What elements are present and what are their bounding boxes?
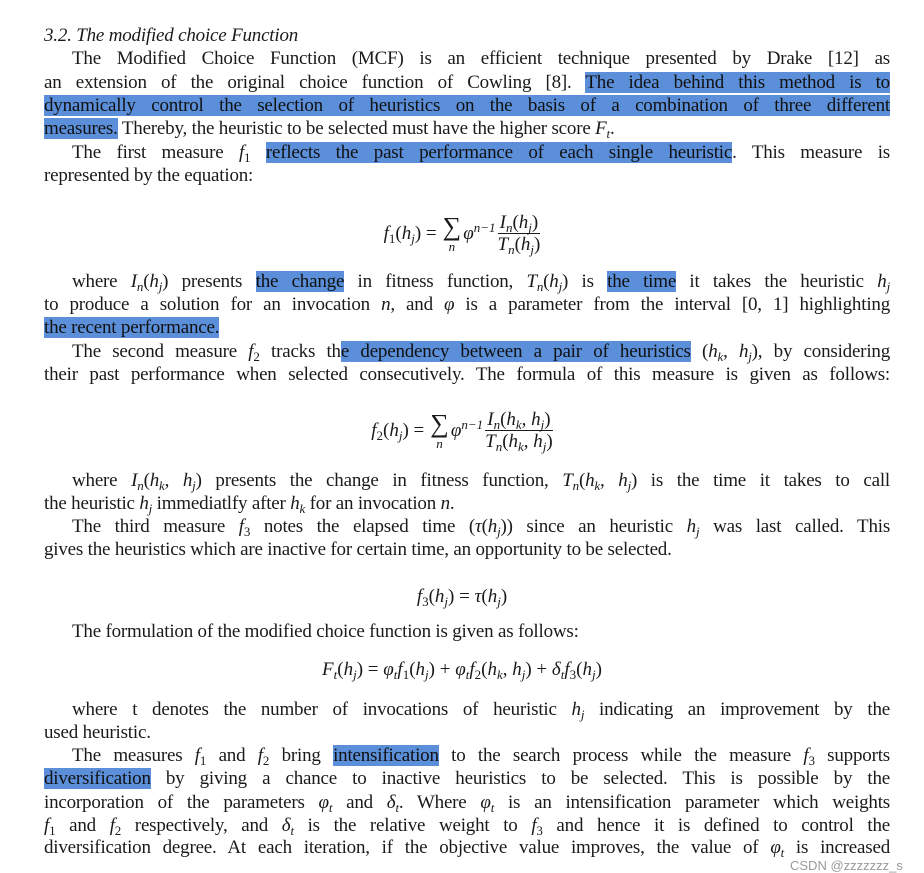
text-line <box>72 270 890 293</box>
math-symbol: n−1 <box>473 219 496 235</box>
math-symbol: h <box>343 659 354 680</box>
text-run: ) = <box>356 659 384 680</box>
text-line <box>72 698 890 721</box>
text-run: by giving a chance to inactive heuristics to be selected. This is possible by the <box>150 768 890 789</box>
text-run: , <box>521 409 532 430</box>
text-run: ), by considering <box>751 341 890 362</box>
text-line <box>44 94 890 117</box>
math-symbol: 1 <box>49 823 56 838</box>
text-run: is a parameter from the interval [0, 1] highlighting <box>454 294 890 315</box>
math-symbol: F <box>595 118 607 139</box>
text-run: tracks th <box>259 341 341 362</box>
text-run: The measures <box>72 745 195 766</box>
equation <box>0 212 924 255</box>
math-symbol: 1 <box>388 230 396 246</box>
highlighted-text[interactable]: measures. <box>44 118 118 139</box>
text-run: ( <box>337 659 344 680</box>
highlighted-text[interactable]: the change <box>255 271 345 292</box>
text-run: ) presents the change in fitness function, <box>195 470 563 491</box>
math-symbol: j <box>695 524 700 539</box>
text-run: ) <box>544 409 551 430</box>
text-run: indicating an improvement by the <box>584 699 890 720</box>
math-symbol: n <box>495 439 503 454</box>
math-symbol: h <box>149 470 160 491</box>
math-symbol: δ <box>281 815 291 836</box>
math-symbol: h <box>401 222 412 244</box>
text-run: , <box>502 659 513 680</box>
text-line <box>44 293 890 316</box>
text-run: ) + <box>525 659 552 680</box>
text-run: ) is <box>562 271 608 292</box>
highlighted-text[interactable]: e dependency between a pair of heuristics <box>340 341 691 362</box>
math-symbol: j <box>528 220 532 235</box>
math-symbol: n <box>572 478 579 493</box>
text-run: Thereby, the heuristic to be selected must have the higher score <box>117 118 596 139</box>
text-line <box>44 538 890 561</box>
text-line <box>44 814 890 837</box>
text-run: bring <box>269 745 334 766</box>
math-symbol: h <box>549 271 559 292</box>
summation-icon <box>442 211 462 254</box>
math-symbol: T <box>497 234 509 255</box>
math-symbol: f <box>248 341 254 362</box>
math-symbol: n <box>493 417 501 432</box>
math-symbol: j <box>158 279 163 294</box>
math-symbol: t <box>290 823 294 838</box>
sigma-icon: ∑ <box>430 408 449 438</box>
text-run: it takes the heuristic <box>676 271 878 292</box>
text-run: ) <box>546 431 553 452</box>
math-symbol: h <box>877 271 887 292</box>
math-symbol: n <box>440 493 450 514</box>
text-line <box>44 71 890 94</box>
math-symbol: n <box>137 478 144 493</box>
math-symbol: h <box>487 659 497 680</box>
math-symbol: τ <box>475 516 482 537</box>
text-run: ( <box>500 409 507 430</box>
math-symbol: 2 <box>262 753 270 768</box>
math-symbol: f <box>257 745 263 766</box>
math-symbol: 1 <box>199 753 207 768</box>
math-symbol: φ <box>383 659 394 680</box>
math-symbol: j <box>192 478 196 493</box>
math-symbol: f <box>194 745 200 766</box>
math-symbol: k <box>717 349 724 364</box>
text-line <box>44 316 890 339</box>
numerator <box>485 409 552 431</box>
text-run: ( <box>512 212 519 233</box>
equation-lhs <box>322 659 602 681</box>
math-symbol: h <box>139 493 149 514</box>
text-run: an extension of the original choice function of Cowling [8]. <box>44 72 586 93</box>
text-run: ( <box>514 234 521 255</box>
math-symbol: h <box>518 212 529 233</box>
math-symbol: h <box>506 409 516 430</box>
math-symbol: f <box>109 815 115 836</box>
math-symbol: h <box>708 341 718 362</box>
text-run: ( <box>576 659 583 680</box>
math-symbol: n−1 <box>461 416 484 432</box>
math-symbol: j <box>497 594 501 609</box>
math-symbol: h <box>531 409 541 430</box>
equation-lhs <box>371 420 424 442</box>
text-line <box>44 492 890 515</box>
math-symbol: τ <box>474 586 482 607</box>
text-line <box>44 767 890 790</box>
text-run: and <box>332 792 387 813</box>
highlighted-text[interactable]: the time <box>607 271 677 292</box>
math-symbol: I <box>499 212 506 233</box>
math-symbol: t <box>606 126 610 141</box>
text-run: to produce a solution for an invocation <box>44 294 382 315</box>
text-run: where t denotes the number of invocations of heuristic <box>72 699 572 720</box>
math-symbol: h <box>487 586 498 607</box>
text-run: ( <box>143 271 150 292</box>
math-symbol: n <box>508 242 515 257</box>
text-run: and hence it is defined to control the <box>542 815 890 836</box>
math-symbol: t <box>333 667 338 682</box>
math-symbol: 2 <box>114 823 122 838</box>
text-run: , and <box>390 294 444 315</box>
text-run: ( <box>502 431 509 452</box>
math-symbol: h <box>585 470 595 491</box>
text-run: ( <box>395 222 402 244</box>
fraction <box>498 212 541 255</box>
math-symbol: 2 <box>474 667 482 682</box>
text-run: , <box>723 341 739 362</box>
math-symbol: t <box>465 667 470 682</box>
math-symbol: k <box>515 417 522 432</box>
sum-index: n <box>436 435 443 451</box>
math-symbol: j <box>748 349 752 364</box>
text-run: The first measure <box>72 142 239 163</box>
math-symbol: f <box>371 419 377 441</box>
math-symbol: k <box>518 439 524 454</box>
math-symbol: I <box>487 409 494 430</box>
math-symbol: φ <box>455 659 466 680</box>
text-run: The formulation of the modified choice function is given as follows: <box>72 621 579 642</box>
math-symbol: k <box>594 478 600 493</box>
equation <box>0 586 924 608</box>
text-run: ( <box>481 516 488 537</box>
math-symbol: h <box>571 699 581 720</box>
math-symbol: h <box>389 419 399 441</box>
text-run: diversification degree. At each iteration, if the objective value improves, the value of <box>44 837 771 858</box>
math-symbol: h <box>512 659 522 680</box>
math-symbol: T <box>526 271 537 292</box>
math-symbol: φ <box>318 792 329 813</box>
text-run: ( <box>409 659 416 680</box>
math-symbol: 3 <box>569 667 577 682</box>
math-symbol: j <box>148 501 153 516</box>
text-run: ) + <box>428 659 456 680</box>
text-run: supports <box>814 745 890 766</box>
power-term <box>463 219 496 245</box>
text-line <box>44 363 890 386</box>
text-run: was last called. This <box>699 516 891 537</box>
equation <box>0 409 924 452</box>
math-symbol: h <box>533 431 543 452</box>
text-run: where <box>72 470 132 491</box>
math-symbol: 1 <box>402 667 410 682</box>
text-run: )) since an heuristic <box>500 516 687 537</box>
highlighted-text[interactable]: dynamically control the selection of heuristics on the basis of a combination of three different <box>44 95 890 116</box>
math-symbol: φ <box>480 792 491 813</box>
math-symbol: 3 <box>243 524 251 539</box>
math-symbol: f <box>44 815 50 836</box>
math-symbol: 2 <box>376 427 384 443</box>
text-run: ) is the time it takes to call <box>630 470 891 491</box>
math-symbol: k <box>496 667 503 682</box>
text-line <box>72 620 890 643</box>
text-run: ) <box>595 659 602 680</box>
math-symbol: f <box>416 586 423 607</box>
text-line <box>72 515 890 538</box>
text-line <box>72 469 890 492</box>
math-symbol: t <box>490 800 495 815</box>
math-symbol: t <box>560 667 565 682</box>
text-run: respectively, and <box>121 815 282 836</box>
sigma-icon: ∑ <box>442 211 462 241</box>
text-run: ) = <box>414 222 437 244</box>
math-symbol: t <box>395 800 399 815</box>
math-symbol: k <box>299 501 306 516</box>
text-run: , <box>523 431 534 452</box>
equation-lhs <box>384 223 437 245</box>
section-title: 3.2. The modified choice Function <box>44 25 299 46</box>
math-symbol: h <box>686 516 696 537</box>
math-symbol: f <box>803 745 809 766</box>
denominator <box>485 431 553 452</box>
text-run: and <box>206 745 258 766</box>
highlighted-text[interactable]: reflects the past performance of each single heuristic <box>265 142 733 163</box>
math-symbol: j <box>530 242 535 257</box>
math-symbol: h <box>738 341 749 362</box>
math-symbol: h <box>182 470 193 491</box>
text-run: . <box>449 493 455 514</box>
math-symbol: j <box>580 707 585 722</box>
math-symbol: h <box>582 659 592 680</box>
text-run: . <box>609 118 615 139</box>
highlighted-text[interactable]: The idea behind this method is to <box>585 72 890 93</box>
text-line <box>44 791 890 814</box>
math-symbol: n <box>536 279 544 294</box>
math-symbol: j <box>444 594 449 609</box>
watermark: CSDN @zzzzzzz_s <box>790 858 903 873</box>
text-run <box>250 142 266 163</box>
text-run: , <box>600 470 619 491</box>
equation <box>0 659 924 681</box>
math-symbol: j <box>398 427 403 443</box>
text-run: The Modified Choice Function (MCF) is an efficient technique presented by Drake [12] as <box>72 48 890 69</box>
text-run: used heuristic. <box>44 722 151 743</box>
text-run: ( <box>143 470 150 491</box>
text-run: ) <box>500 586 508 607</box>
numerator <box>498 212 541 234</box>
highlighted-text[interactable]: diversification <box>44 768 151 789</box>
text-line <box>72 47 890 70</box>
text-line <box>44 721 890 744</box>
denominator <box>498 234 541 255</box>
math-symbol: T <box>485 431 496 452</box>
math-symbol: I <box>131 470 138 491</box>
text-run: is the relative weight to <box>293 815 532 836</box>
math-symbol: h <box>618 470 628 491</box>
text-run: ( <box>543 271 550 292</box>
text-run: for an invocation <box>305 493 441 514</box>
math-symbol: f <box>397 659 403 680</box>
math-symbol: φ <box>450 419 462 441</box>
math-symbol: j <box>521 667 526 682</box>
text-run: ) <box>531 212 539 233</box>
math-symbol: j <box>497 524 501 539</box>
math-symbol: φ <box>463 222 474 244</box>
highlighted-text[interactable]: intensification <box>333 745 439 766</box>
text-run: ) = <box>448 586 475 607</box>
math-symbol: j <box>353 667 357 682</box>
math-symbol: h <box>508 431 519 452</box>
math-symbol: 3 <box>808 753 815 768</box>
math-symbol: 2 <box>253 349 260 364</box>
text-run: ( <box>481 659 488 680</box>
fraction <box>485 409 553 452</box>
text-run: to the search process while the measure <box>438 745 804 766</box>
math-symbol: f <box>469 659 475 680</box>
math-symbol: j <box>542 439 547 454</box>
math-symbol: h <box>149 271 159 292</box>
math-symbol: j <box>540 417 545 432</box>
highlighted-text[interactable]: the recent performance. <box>44 317 220 338</box>
math-symbol: φ <box>770 837 781 858</box>
math-symbol: t <box>393 667 398 682</box>
equation-lhs <box>417 586 507 608</box>
math-symbol: h <box>415 659 426 680</box>
power-term <box>450 416 484 442</box>
sum-index: n <box>448 238 456 254</box>
math-symbol: I <box>130 271 137 292</box>
text-run: ( <box>428 586 435 607</box>
math-symbol: 1 <box>244 150 251 165</box>
math-symbol: f <box>238 142 245 163</box>
text-run: gives the heuristics which are inactive for certain time, an opportunity to be selected. <box>44 539 672 560</box>
summation-icon <box>430 408 449 451</box>
text-run: and <box>55 815 110 836</box>
math-symbol: f <box>238 516 244 537</box>
text-run: incorporation of the parameters <box>44 792 319 813</box>
text-run: their past performance when selected consecutively. The formula of this measure is given as follows: <box>44 364 890 385</box>
text-run: . Where <box>398 792 481 813</box>
text-run: ( <box>690 341 709 362</box>
math-symbol: j <box>591 667 596 682</box>
text-run: represented by the equation: <box>44 165 254 186</box>
text-run: ( <box>383 419 390 441</box>
math-symbol: n <box>381 294 391 315</box>
text-run: where <box>72 271 131 292</box>
text-line <box>72 141 890 164</box>
text-run: ( <box>578 470 586 491</box>
text-run: ) presents <box>162 271 256 292</box>
math-symbol: j <box>425 667 429 682</box>
math-symbol: j <box>627 478 631 493</box>
math-symbol: f <box>383 222 389 244</box>
text-run: immediatlfy after <box>152 493 291 514</box>
math-symbol: t <box>328 800 333 815</box>
math-symbol: f <box>531 815 537 836</box>
math-symbol: n <box>136 279 144 294</box>
math-symbol: δ <box>386 792 396 813</box>
math-symbol: F <box>322 659 334 680</box>
math-symbol: k <box>159 478 165 493</box>
math-symbol: f <box>564 659 570 680</box>
text-line <box>44 117 890 140</box>
text-run: in fitness function, <box>344 271 527 292</box>
math-symbol: h <box>434 586 445 607</box>
math-symbol: h <box>520 234 531 255</box>
text-line <box>72 744 890 767</box>
math-symbol: j <box>558 279 563 294</box>
text-line <box>44 164 890 187</box>
text-run: ) = <box>402 419 425 441</box>
text-run: ) <box>534 234 541 255</box>
text-run: notes the elapsed time ( <box>250 516 475 537</box>
text-line <box>72 340 890 363</box>
math-symbol: 3 <box>536 823 543 838</box>
text-run: The third measure <box>72 516 239 537</box>
math-symbol: h <box>290 493 300 514</box>
math-symbol: δ <box>551 659 561 680</box>
math-symbol: h <box>487 516 498 537</box>
math-symbol: j <box>886 279 890 294</box>
text-run: is an intensification parameter which weights <box>494 792 890 813</box>
math-symbol: T <box>562 470 573 491</box>
text-run: is increased <box>784 837 890 858</box>
text-line <box>44 836 890 859</box>
text-run: The second measure <box>72 341 249 362</box>
text-run: . This measure is <box>732 142 890 163</box>
text-run: ( <box>481 586 488 607</box>
math-symbol: n <box>505 220 513 235</box>
math-symbol: φ <box>444 294 455 315</box>
math-symbol: j <box>411 230 415 246</box>
math-symbol: 3 <box>422 594 429 609</box>
math-symbol: t <box>780 845 785 860</box>
text-run: the heuristic <box>44 493 140 514</box>
text-run: , <box>164 470 183 491</box>
